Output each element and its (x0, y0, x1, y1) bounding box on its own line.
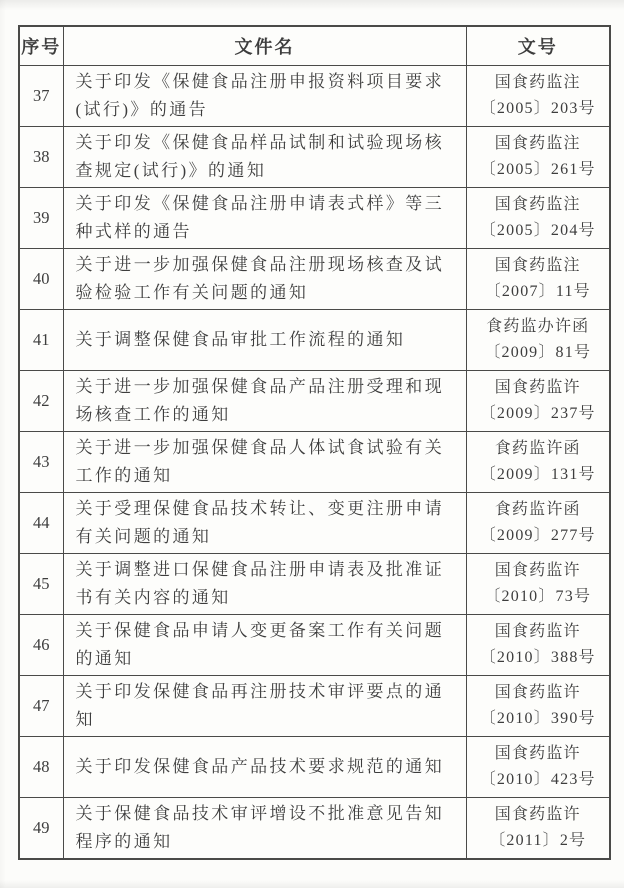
row-index-cell: 48 (19, 737, 63, 798)
documents-table (18, 25, 611, 860)
row-index-cell: 41 (19, 310, 63, 371)
docnumber-cell (466, 615, 610, 676)
docnumber-line: 〔2007〕11号 (484, 283, 591, 300)
filename-cell: 关于进一步加强保健食品人体试食试验有关工作的通知 (63, 432, 466, 493)
table-row (19, 310, 610, 371)
row-index-cell: 40 (19, 249, 63, 310)
docnumber-line: 国食药监注 (494, 74, 581, 91)
docnumber-line: 〔2011〕2号 (489, 832, 587, 849)
docnumber-line: 食药监许函 (494, 501, 581, 518)
docnumber-cell (466, 66, 610, 127)
docnumber-line: 〔2010〕73号 (484, 588, 592, 605)
docnumber-line: 国食药监许 (494, 806, 581, 823)
table-header (19, 26, 610, 66)
docnumber-line: 食药监办许函 (486, 318, 590, 335)
docnumber-line: 国食药监许 (494, 745, 581, 762)
filename-cell: 关于保健食品申请人变更备案工作有关问题的通知 (63, 615, 466, 676)
docnumber-cell (466, 737, 610, 798)
table-row (19, 798, 610, 860)
docnumber-line: 〔2009〕277号 (479, 527, 596, 544)
docnumber-cell (466, 371, 610, 432)
row-index-cell: 44 (19, 493, 63, 554)
table-row (19, 66, 610, 127)
docnumber-line: 国食药监许 (494, 379, 581, 396)
table-row (19, 249, 610, 310)
row-index-cell: 45 (19, 554, 63, 615)
col-header-index: 序号 (19, 26, 63, 66)
docnumber-line: 国食药监注 (494, 135, 581, 152)
docnumber-line: 〔2009〕131号 (479, 466, 596, 483)
table-row (19, 676, 610, 737)
filename-cell: 关于调整进口保健食品注册申请表及批准证书有关内容的通知 (63, 554, 466, 615)
docnumber-cell (466, 249, 610, 310)
docnumber-line: 〔2009〕237号 (479, 405, 596, 422)
docnumber-line: 国食药监注 (494, 196, 581, 213)
row-index-cell: 47 (19, 676, 63, 737)
docnumber-cell (466, 432, 610, 493)
docnumber-line: 国食药监注 (494, 257, 581, 274)
row-index-cell: 49 (19, 798, 63, 860)
table-row (19, 432, 610, 493)
docnumber-line: 国食药监许 (494, 623, 581, 640)
filename-cell: 关于印发《保健食品样品试制和试验现场核查规定(试行)》的通知 (63, 127, 466, 188)
docnumber-line: 国食药监许 (494, 684, 581, 701)
table-row (19, 737, 610, 798)
col-header-docnumber: 文号 (466, 26, 610, 66)
filename-cell: 关于调整保健食品审批工作流程的通知 (63, 310, 466, 371)
table-row (19, 371, 610, 432)
col-header-filename: 文件名 (63, 26, 466, 66)
row-index-cell: 38 (19, 127, 63, 188)
docnumber-cell (466, 676, 610, 737)
row-index-cell: 46 (19, 615, 63, 676)
docnumber-cell (466, 188, 610, 249)
row-index-cell: 43 (19, 432, 63, 493)
row-index-cell: 42 (19, 371, 63, 432)
row-index-cell: 39 (19, 188, 63, 249)
docnumber-cell (466, 127, 610, 188)
filename-cell: 关于进一步加强保健食品注册现场核查及试验检验工作有关问题的通知 (63, 249, 466, 310)
docnumber-line: 〔2005〕204号 (479, 222, 596, 239)
docnumber-line: 〔2005〕261号 (479, 161, 596, 178)
docnumber-cell (466, 798, 610, 860)
row-index-cell: 37 (19, 66, 63, 127)
filename-cell: 关于印发《保健食品注册申请表式样》等三种式样的通告 (63, 188, 466, 249)
filename-cell: 关于印发保健食品再注册技术审评要点的通知 (63, 676, 466, 737)
filename-cell: 关于保健食品技术审评增设不批准意见告知程序的通知 (63, 798, 466, 860)
table-row (19, 493, 610, 554)
docnumber-line: 食药监许函 (494, 440, 581, 457)
table-row (19, 615, 610, 676)
header-row (19, 26, 610, 66)
table-row (19, 554, 610, 615)
table-row (19, 188, 610, 249)
docnumber-cell (466, 554, 610, 615)
docnumber-line: 〔2010〕423号 (479, 771, 596, 788)
docnumber-line: 〔2005〕203号 (479, 100, 596, 117)
filename-cell: 关于印发保健食品产品技术要求规范的通知 (63, 737, 466, 798)
docnumber-cell (466, 310, 610, 371)
filename-cell: 关于印发《保健食品注册申报资料项目要求(试行)》的通告 (63, 66, 466, 127)
docnumber-line: 〔2010〕390号 (479, 710, 596, 727)
table-body (19, 66, 610, 860)
docnumber-line: 〔2010〕388号 (479, 649, 596, 666)
docnumber-line: 〔2009〕81号 (484, 344, 592, 361)
filename-cell: 关于进一步加强保健食品产品注册受理和现场核查工作的通知 (63, 371, 466, 432)
table-row (19, 127, 610, 188)
docnumber-cell (466, 493, 610, 554)
docnumber-line: 国食药监许 (494, 562, 581, 579)
filename-cell: 关于受理保健食品技术转让、变更注册申请有关问题的通知 (63, 493, 466, 554)
